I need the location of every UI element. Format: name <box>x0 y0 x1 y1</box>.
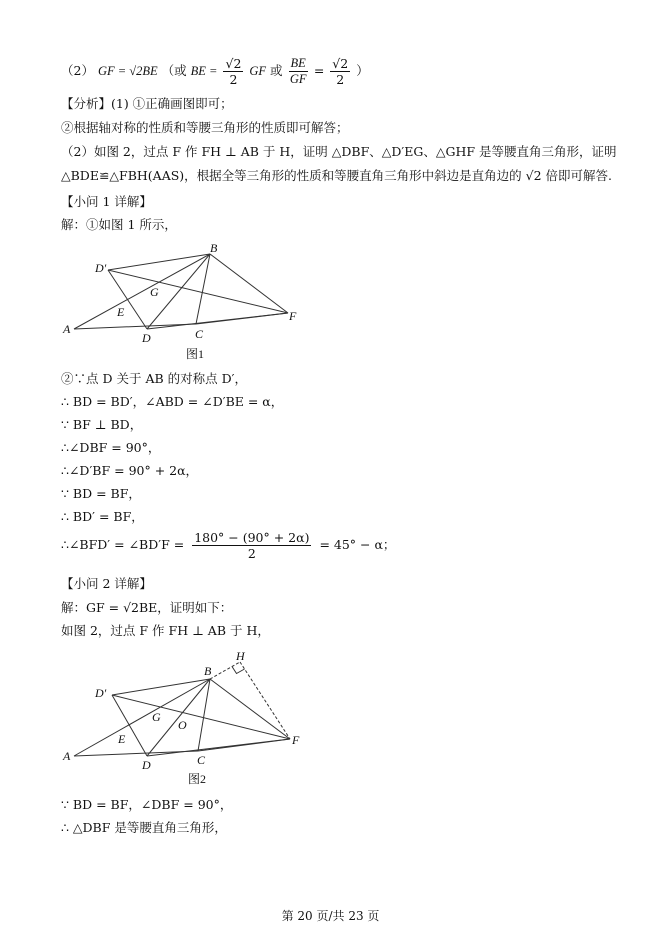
label-G: G <box>152 710 161 724</box>
alt-expr-gf: GF <box>249 64 267 78</box>
label-D: D <box>142 331 151 345</box>
step-6: ∵ BD = BF， <box>61 486 141 501</box>
label-C: C <box>197 753 206 767</box>
seg-B-F <box>210 679 290 739</box>
label-Dp: D′ <box>95 261 107 275</box>
fraction-be-over-gf: $\frac{BE}{GF}$ <box>289 56 307 86</box>
q2-figure-intro: 如图 2，过点 F 作 FH ⊥ AB 于 H， <box>61 623 270 638</box>
seg-H-F <box>240 662 290 739</box>
seg-Dp-D <box>108 270 147 329</box>
step-1: ②∵点 D 关于 AB 的对称点 D′， <box>61 371 247 386</box>
seg-Dp-D <box>112 695 147 756</box>
seg-B-H <box>210 662 240 679</box>
q2-solution: 解：GF = √2BE，证明如下： <box>61 600 233 615</box>
seg-B-C <box>198 679 210 751</box>
label-D: D <box>142 758 151 772</box>
step-9: ∵ BD = BF，∠DBF = 90°， <box>61 797 233 812</box>
step-10: ∴ △DBF 是等腰直角三角形， <box>61 820 227 835</box>
step-7: ∴ BD′ = BF， <box>61 509 144 524</box>
label-F: F <box>289 309 297 323</box>
seg-D-F <box>147 313 288 329</box>
label-O: O <box>178 718 187 732</box>
label-B: B <box>210 241 218 255</box>
step-2: ∴ BD = BD′，∠ABD = ∠D′BE = α， <box>61 394 284 409</box>
step-8-fraction: $\frac{180^\circ - (90^\circ + 2\alpha)}{2}$ <box>194 530 310 561</box>
figure-1 <box>60 240 310 365</box>
q1-solution: 解：①如图 1 所示， <box>61 217 177 232</box>
analysis-line-1: 【分析】(1) ①正确画图即可； <box>61 96 233 111</box>
analysis-line-3: （2）如图 2，过点 F 作 FH ⊥ AB 于 H，证明 △DBF、△D′EG、△GHF 是等腰直角三角形，证明 <box>61 144 617 159</box>
part-number: （2） <box>61 63 94 78</box>
q2-title: 【小问 2 详解】 <box>61 576 152 591</box>
seg-B-C <box>196 254 210 324</box>
label-H: H <box>236 649 245 663</box>
paren-open: （或 <box>161 63 187 78</box>
seg-D-F <box>147 739 290 756</box>
alt-expr-be: BE = <box>190 64 218 78</box>
figure-1-caption: 图1 <box>186 347 205 361</box>
step-4: ∴∠DBF = 90°， <box>61 440 161 455</box>
figure-2 <box>60 645 320 790</box>
step-3: ∵ BF ⊥ BD， <box>61 417 143 432</box>
step-5: ∴∠D′BF = 90° + 2α， <box>61 463 199 478</box>
right-angle-mark <box>232 667 245 674</box>
fraction-sqrt2-over-2: $\frac{√2}{2}$ <box>225 56 242 87</box>
q1-title: 【小问 1 详解】 <box>61 194 152 209</box>
label-F: F <box>292 733 300 747</box>
step-8: ∴∠BFD′ = ∠BD′F = $\frac{180^\circ - (90^\circ + 2\alpha)}{2}$ = 45° − α； <box>61 530 396 561</box>
label-A: A <box>63 322 71 336</box>
answer-line: （2） GF = √2BE （或 BE = $\frac{√2}{2}$ GF 或 $\frac{BE}{GF}$ = $\frac{√2}{2}$ ） <box>61 56 369 87</box>
seg-A-C <box>74 324 196 329</box>
label-E: E <box>118 732 126 746</box>
analysis-line-4: △BDE≌△FBH(AAS)，根据全等三角形的性质和等腰直角三角形中斜边是直角边的 √2 倍即可解答. <box>61 168 613 183</box>
label-Dp: D′ <box>95 686 107 700</box>
analysis-line-2: ②根据轴对称的性质和等腰三角形的性质即可解答； <box>61 120 349 135</box>
label-C: C <box>195 327 204 341</box>
seg-Dp-F <box>108 270 288 313</box>
figure-2-caption: 图2 <box>188 772 207 786</box>
or-word: 或 <box>270 63 283 78</box>
label-G: G <box>150 285 159 299</box>
main-result: GF = √2BE <box>97 64 158 78</box>
label-B: B <box>204 664 212 678</box>
label-E: E <box>117 305 125 319</box>
fraction-sqrt2-over-2-b: $\frac{√2}{2}$ <box>332 56 349 87</box>
page-footer: 第 20 页/共 23 页 <box>281 909 380 923</box>
label-A: A <box>63 749 71 763</box>
